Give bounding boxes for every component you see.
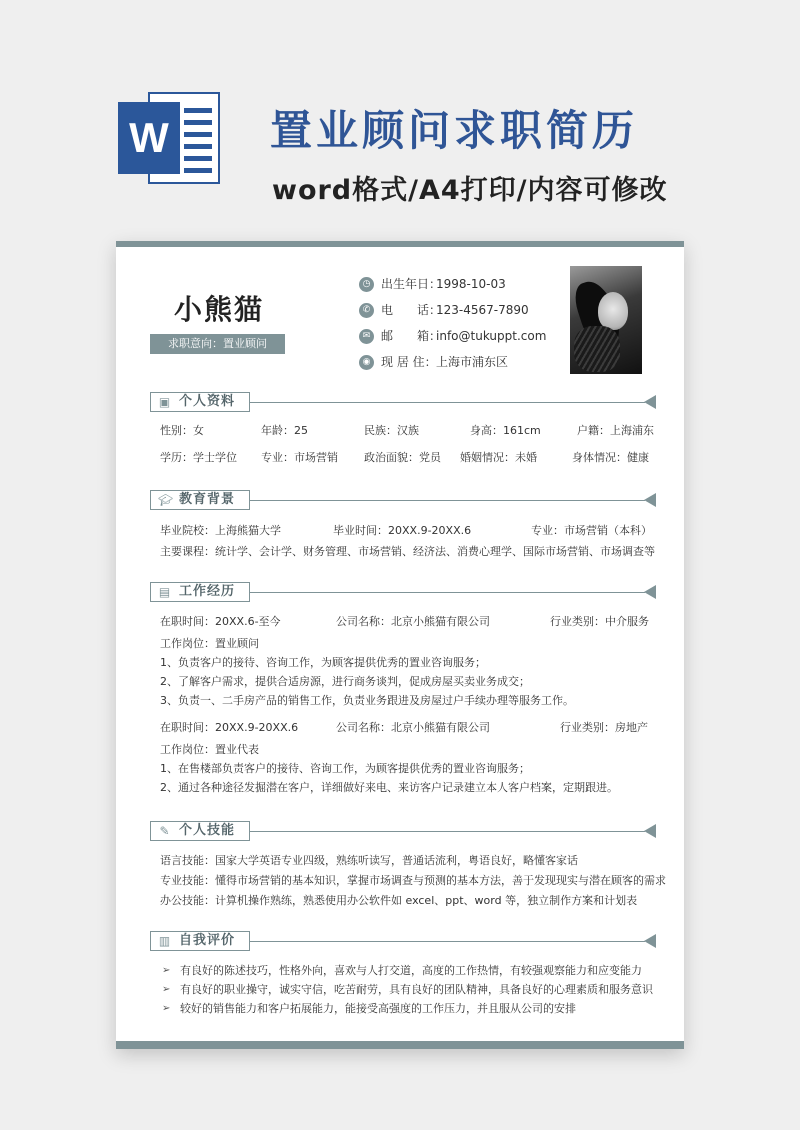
self-eval-item: ➢ 有良好的陈述技巧，性格外向，喜欢与人打交道，高度的工作热情，有较强观察能力和应变能力	[180, 964, 642, 978]
job1-company: 公司名称：北京小熊猫有限公司	[336, 615, 490, 628]
info-health: 身体情况：健康	[572, 451, 649, 464]
job2-industry: 行业类别：房地产	[560, 721, 648, 734]
phone-icon: ✆	[359, 303, 374, 318]
self-eval-item: ➢ 有良好的职业操守，诚实守信，吃苦耐劳，具有良好的团队精神，具备良好的心理素质和服务意识	[180, 983, 653, 997]
skill-language: 语言技能：国家大学英语专业四级，熟练听读写，普通话流利，粤语良好，略懂客家话	[160, 854, 578, 867]
section-header-self-eval	[150, 931, 656, 951]
resume-sheet	[116, 241, 684, 1049]
edu-school: 毕业院校：上海熊猫大学	[160, 524, 281, 537]
skill-professional: 专业技能：懂得市场营销的基本知识，掌握市场调查与预测的基本方法，善于发现现实与潜在顾客的需求	[160, 874, 666, 887]
job1-industry: 行业类别：中介服务	[550, 615, 649, 628]
word-logo-icon	[118, 86, 222, 190]
word-letter-badge: W	[118, 102, 180, 174]
section-header-work	[150, 582, 656, 602]
graduation-cap-icon: 🎓︎	[158, 493, 174, 507]
job2-time: 在职时间：20XX.9-20XX.6	[160, 721, 299, 734]
section-header-education	[150, 490, 656, 510]
edu-time: 毕业时间：20XX.9-20XX.6	[333, 524, 472, 537]
job2-duty: 1、在售楼部负责客户的接待、咨询工作，为顾客提供优秀的置业咨询服务；	[160, 762, 530, 775]
job2-duty: 2、通过各种途径发掘潜在客户，详细做好来电、来访客户记录建立本人客户档案，定期跟进。	[160, 781, 618, 794]
info-political: 政治面貌：党员	[364, 451, 441, 464]
edit-icon: ✎	[159, 824, 170, 838]
info-gender: 性别：女	[160, 424, 204, 437]
edu-major: 专业：市场营销（本科）	[531, 524, 652, 537]
mail-icon: ✉	[359, 329, 374, 344]
section-title: 教育背景	[179, 492, 236, 507]
profile-photo	[570, 266, 642, 374]
top-accent-bar	[116, 241, 684, 247]
contact-value: 123-4567-7890	[436, 303, 529, 317]
person-card-icon: ▣	[158, 395, 171, 409]
job2-position: 工作岗位：置业代表	[160, 743, 259, 756]
section-header-skills	[150, 821, 656, 841]
section-title: 自我评价	[179, 933, 236, 948]
contact-label: 邮 箱：	[381, 329, 442, 343]
info-height: 身高：161cm	[470, 424, 541, 437]
info-major: 专业：市场营销	[261, 451, 338, 464]
job1-duty: 1、负责客户的接待、咨询工作，为顾客提供优秀的置业咨询服务；	[160, 656, 486, 669]
info-ethnicity: 民族：汉族	[364, 424, 419, 437]
skill-office: 办公技能：计算机操作熟练，熟悉使用办公软件如 excel、ppt、word 等，独立制作方案和计划表	[160, 894, 638, 907]
edu-courses: 主要课程：统计学、会计学、财务管理、市场营销、经济法、消费心理学、国际市场营销、市场调查等	[160, 545, 655, 558]
clock-icon: ◷	[359, 277, 374, 292]
job1-duty: 3、负责一、二手房产品的销售工作，负责业务跟进及房屋过户手续办理等服务工作。	[160, 694, 574, 707]
job2-company: 公司名称：北京小熊猫有限公司	[336, 721, 490, 734]
contact-label: 现 居 住：	[381, 355, 437, 369]
bottom-accent-bar	[116, 1041, 684, 1049]
section-title: 个人技能	[179, 823, 236, 838]
location-icon: ◉	[359, 355, 374, 370]
job-intent-badge: 求职意向：置业顾问	[150, 334, 285, 354]
job1-position: 工作岗位：置业顾问	[160, 637, 259, 650]
info-age: 年龄：25	[261, 424, 308, 437]
info-degree: 学历：学士学位	[160, 451, 237, 464]
section-title: 工作经历	[179, 584, 236, 599]
contact-value: 上海市浦东区	[436, 355, 509, 369]
self-eval-item: ➢ 较好的销售能力和客户拓展能力，能接受高强度的工作压力，并且服从公司的安排	[180, 1002, 576, 1016]
contact-label: 出生年日：	[381, 277, 442, 291]
banner-subtitle: word格式/A4打印/内容可修改	[272, 175, 668, 206]
candidate-name: 小熊猫	[174, 293, 265, 326]
document-icon: ▥	[158, 934, 171, 948]
section-header-personal	[150, 392, 656, 412]
contact-value: 1998-10-03	[436, 277, 506, 291]
briefcase-icon: ▤	[158, 585, 171, 599]
job1-time: 在职时间：20XX.6-至今	[160, 615, 281, 628]
job1-duty: 2、了解客户需求，提供合适房源，进行商务谈判，促成房屋买卖业务成交；	[160, 675, 530, 688]
info-marital: 婚姻情况：未婚	[460, 451, 537, 464]
banner-title: 置业顾问求职简历	[270, 106, 639, 155]
contact-value: info@tukuppt.com	[436, 329, 547, 343]
contact-label: 电 话：	[381, 303, 442, 317]
section-title: 个人资料	[179, 394, 236, 409]
info-hometown: 户籍：上海浦东	[577, 424, 654, 437]
